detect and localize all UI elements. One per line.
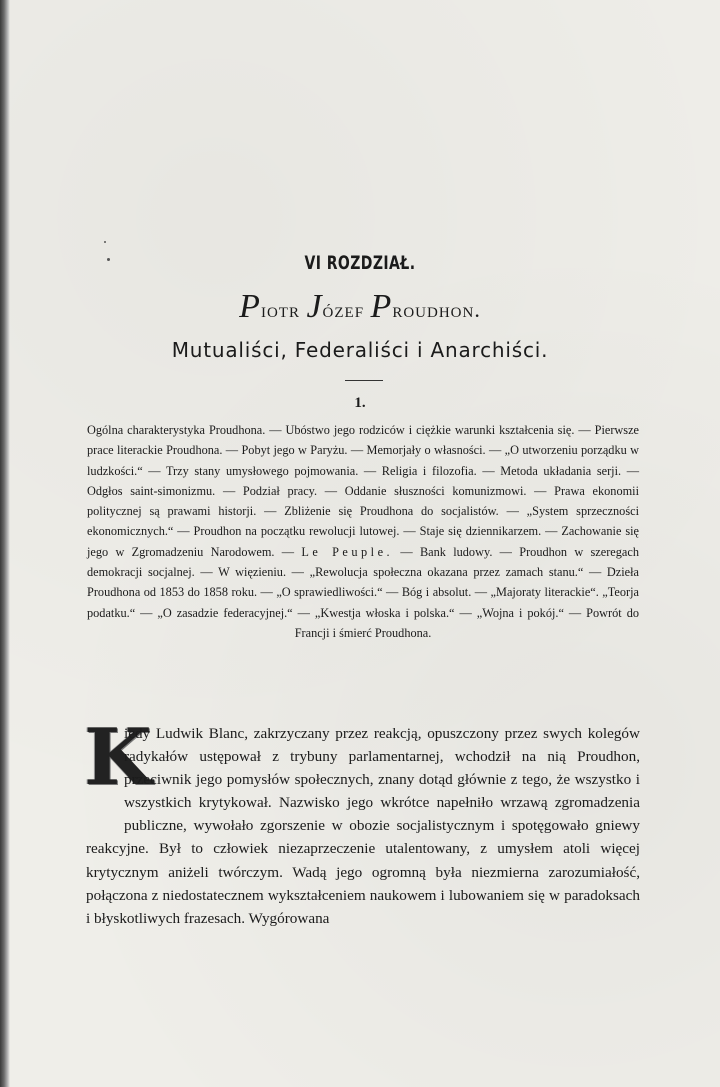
- summary-text-part-1: Ogólna charakterystyka Proudhona. — Ubóstwo jego rodziców i ciężkie warunki kształcenia się. — Pierwsze prace literackie Proudhona. — Pobyt jego w Paryżu. — Memorjały o własności. — „O utworzeniu porządku w ludzkości.“ — Trzy stany umysłowego pojmowania. — Religia i filozofia. — Metoda układania serji. — Odgłos saint-simonizmu. — Podział pracy. — Oddanie słuszności komunizmowi. — Prawa ekonomii politycznej są prawami historji. — Zbliżenie się Proudhona do socjalistów. — „System sprzeczności ekonomicznych.“ — Proudhon na początku rewolucji lutowej. — Staje się dziennikarzem. — Zachowanie się jego w Zgromadzeniu Narodowem. —: [87, 423, 639, 559]
- divider-rule: [345, 380, 383, 381]
- drop-cap-initial: K: [84, 712, 152, 803]
- body-text: [84, 712, 640, 930]
- summary-journal-title: Le Peuple.: [301, 544, 394, 559]
- author-first-name: iotr: [260, 297, 300, 322]
- summary-text-part-2: — Bank ludowy. — Proudhon w szeregach demokracji socjalnej. — W więzieniu. — „Rewolucja społeczna okazana przez zamach stanu.“ — Dzieła Proudhona od 1853 do 1858 roku. — „O sprawiedliwości.“ — Bóg i absolut. — „Majoraty literackie“. „Teorja podatku.“ — „O zasadzie federacyjnej.“ — „Kwestja włoska i polska.“ — „Wojna i pokój.“ — Powrót do Francji i śmierć Proudhona.: [87, 544, 639, 640]
- author-middle-name: ózef: [322, 297, 365, 322]
- author-last-initial: P: [370, 288, 393, 325]
- author-first-initial: P: [239, 288, 261, 325]
- author-last-name: roudhon.: [392, 297, 481, 322]
- chapter-heading: VI ROZDZIAŁ.: [304, 252, 416, 274]
- ink-speck: [104, 241, 106, 243]
- body-paragraph: [84, 712, 640, 930]
- author-name: [0, 288, 720, 326]
- body-paragraph-text: iedy Ludwik Blanc, zakrzyczany przez reakcją, opuszczony przez swych kolegów radykałów ustępował z trybuny parlamentarnej, wchodził na nią Proudhon, przeciwnik jego pomysłów społecznych, znany dotąd głównie z tego, że wszystko i wszystkich krytykował. Nazwisko jego wkrótce napełniło wrzawą zgromadzenia publiczne, wywołało zgorszenie w obozie socjalistycznym i spotęgowało gniewy reakcyjne. Był to człowiek niezaprzeczenie utalentowany, z umysłem atoli więcej krytycznym aniżeli twórczym. Wadą jego ogromną była niezmierna zarozumiałość, połączona z niedostatecznem wykształceniem naukowem i lubowaniem się w paradoksach i błyskotliwych frazesach. Wygórowana: [86, 725, 640, 927]
- author-middle-initial: J: [306, 288, 323, 325]
- chapter-subtitle: Mutualiści, Federaliści i Anarchiści.: [171, 338, 549, 362]
- chapter-summary: [87, 420, 639, 643]
- section-number: 1.: [354, 395, 366, 411]
- page-binding-shadow: [0, 0, 10, 1087]
